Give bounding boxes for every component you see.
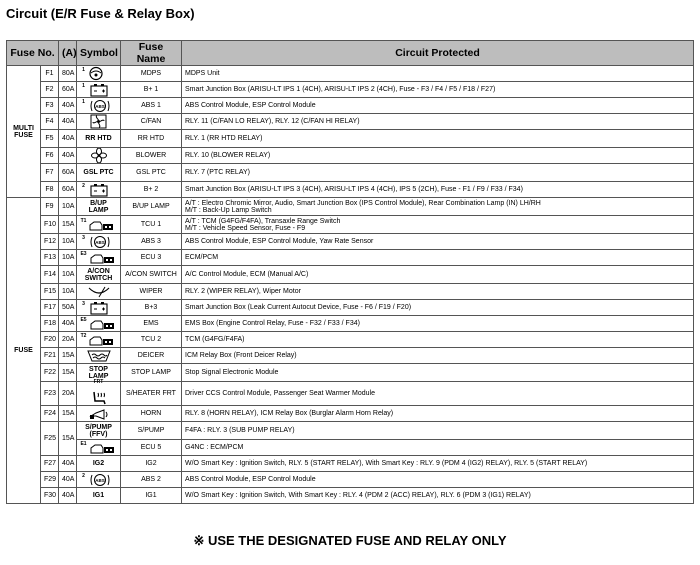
fuse-symbol <box>77 234 121 250</box>
circuit-protected <box>182 148 694 164</box>
symbol-number: 2 <box>82 183 85 190</box>
symbol-number: 1 <box>82 67 85 74</box>
header-fuse-name: Fuse Name <box>121 41 182 66</box>
circuit-protected <box>182 266 694 284</box>
fuse-name: B+ 2 <box>121 182 182 198</box>
circuit-line: M/T : Vehicle Speed Sensor, Fuse - F9 <box>185 224 306 232</box>
fuse-name: RR HTD <box>121 130 182 148</box>
fuse-amperage: 15A <box>59 406 77 422</box>
fuse-amperage: 50A <box>59 300 77 316</box>
symbol-label: STOP LAMP <box>88 365 109 380</box>
fuse-amperage: 10A <box>59 250 77 266</box>
fuse-number: F30 <box>41 488 59 504</box>
circuit-line: F4FA : RLY. 3 (SUB PUMP RELAY) <box>185 427 295 434</box>
symbol-number: T1 <box>80 218 87 225</box>
circuit-protected <box>182 316 694 332</box>
fuse-number: F25 <box>41 422 59 456</box>
circuit-line: RLY. 2 (WIPER RELAY), Wiper Motor <box>185 288 301 295</box>
circuit-line: RLY. 11 (C/FAN LO RELAY), RLY. 12 (C/FAN HI RELAY) <box>185 118 360 125</box>
table-row <box>7 332 694 348</box>
circuit-line: A/C Control Module, ECM (Manual A/C) <box>185 271 309 278</box>
svg-text:ABS: ABS <box>95 104 105 109</box>
circuit-protected <box>182 440 694 456</box>
fuse-amperage: 40A <box>59 316 77 332</box>
symbol-number: 1 <box>82 99 85 106</box>
circuit-line: W/O Smart Key : Ignition Switch, With Smart Key : RLY. 4 (PDM 2 (ACC) RELAY), RLY. 6 (PDM 3 (IG1) RELAY) <box>185 492 531 499</box>
fuse-symbol <box>77 379 121 406</box>
fuse-symbol <box>77 182 121 198</box>
fuse-name: B/UP LAMP <box>121 198 182 216</box>
circuit-line: MDPS Unit <box>185 70 220 77</box>
ecu-icon <box>87 440 117 455</box>
fuse-symbol <box>77 422 121 440</box>
symbol-label: RR HTD <box>85 135 112 142</box>
fuse-name: C/FAN <box>121 114 182 130</box>
fuse-number: F9 <box>41 198 59 216</box>
circuit-line: G4NC : ECM/PCM <box>185 444 244 451</box>
fuse-amperage: 60A <box>59 164 77 182</box>
fuse-name: B+3 <box>121 300 182 316</box>
fuse-amperage: 10A <box>59 234 77 250</box>
fuse-name: S/PUMP <box>121 422 182 440</box>
fuse-symbol <box>77 216 121 234</box>
fuse-symbol <box>77 316 121 332</box>
fuse-name: STOP LAMP <box>121 364 182 382</box>
circuit-protected <box>182 234 694 250</box>
symbol-number: 2 <box>82 473 85 480</box>
table-row <box>7 148 694 164</box>
fuse-name: B+ 1 <box>121 82 182 98</box>
symbol-number: FRT <box>93 379 104 385</box>
symbol-label: A/CON SWITCH <box>84 267 113 282</box>
table-row <box>7 348 694 364</box>
fuse-symbol <box>77 98 121 114</box>
circuit-line: A/T : TCM (G4FG/F4FA), Transaxle Range Switch <box>185 217 341 225</box>
circuit-protected <box>182 66 694 82</box>
fuse-amperage: 40A <box>59 98 77 114</box>
circuit-line: ABS Control Module, ESP Control Module <box>185 102 316 109</box>
blower-icon <box>84 148 114 163</box>
table-row <box>7 284 694 300</box>
table-row <box>7 250 694 266</box>
horn-icon <box>84 406 114 421</box>
battery-icon <box>85 82 115 97</box>
mdps-icon <box>85 66 115 81</box>
fuse-amperage: 20A <box>59 332 77 348</box>
fuse-number: F8 <box>41 182 59 198</box>
symbol-label: GSL PTC <box>83 169 114 176</box>
table-row <box>7 114 694 130</box>
fuse-symbol <box>77 148 121 164</box>
circuit-protected <box>182 332 694 348</box>
fuse-number: F18 <box>41 316 59 332</box>
circuit-protected <box>182 198 694 216</box>
fuse-name: IG2 <box>121 456 182 472</box>
table-row <box>7 82 694 98</box>
circuit-protected <box>182 456 694 472</box>
ecu-icon <box>87 316 117 331</box>
table-row <box>7 98 694 114</box>
fuse-number: F27 <box>41 456 59 472</box>
table-row <box>7 216 694 234</box>
circuit-protected <box>182 98 694 114</box>
table-row <box>7 182 694 198</box>
table-row <box>7 164 694 182</box>
fuse-number: F13 <box>41 250 59 266</box>
header-amp: (A) <box>59 41 77 66</box>
abs-icon <box>85 234 115 249</box>
fuse-number: F12 <box>41 234 59 250</box>
fuse-symbol <box>77 332 121 348</box>
fuse-amperage: 60A <box>59 82 77 98</box>
fuse-symbol <box>77 300 121 316</box>
fuse-symbol <box>77 348 121 364</box>
circuit-protected <box>182 382 694 406</box>
circuit-line: RLY. 10 (BLOWER RELAY) <box>185 152 271 159</box>
fuse-name: TCU 2 <box>121 332 182 348</box>
header-symbol: Symbol <box>77 41 121 66</box>
fuse-amperage: 40A <box>59 130 77 148</box>
wiper-icon <box>84 284 114 299</box>
fuse-name: IG1 <box>121 488 182 504</box>
abs-icon <box>85 472 115 487</box>
fuse-name: BLOWER <box>121 148 182 164</box>
circuit-line: Stop Signal Electronic Module <box>185 369 279 376</box>
fuse-amperage: 80A <box>59 66 77 82</box>
table-row <box>7 300 694 316</box>
fuse-amperage: 15A <box>59 364 77 382</box>
fuse-amperage: 15A <box>59 216 77 234</box>
fuse-number: F17 <box>41 300 59 316</box>
circuit-line: Smart Junction Box (ARISU-LT IPS 3 (4CH), ARISU-LT IPS 4 (4CH), IPS 5 (2CH), Fuse - F1 / F9 / F33 / F34) <box>185 186 523 193</box>
fuse-amperage: 10A <box>59 266 77 284</box>
fuse-number: F29 <box>41 472 59 488</box>
symbol-label: B/UP LAMP <box>88 199 109 214</box>
battery-icon <box>85 300 115 315</box>
fuse-amperage: 60A <box>59 182 77 198</box>
fuse-name: ECU 5 <box>121 440 182 456</box>
fan-icon <box>84 114 114 129</box>
fuse-number: F10 <box>41 216 59 234</box>
fuse-amperage: 40A <box>59 148 77 164</box>
ecu-icon <box>86 217 116 232</box>
table-row <box>7 234 694 250</box>
fuse-number: F14 <box>41 266 59 284</box>
table-row <box>7 316 694 332</box>
fuse-symbol <box>77 456 121 472</box>
table-row <box>7 130 694 148</box>
fuse-name: TCU 1 <box>121 216 182 234</box>
fuse-amperage: 40A <box>59 456 77 472</box>
circuit-protected <box>182 488 694 504</box>
table-row <box>7 472 694 488</box>
circuit-protected <box>182 250 694 266</box>
fuse-amperage: 20A <box>59 382 77 406</box>
fuse-amperage: 40A <box>59 114 77 130</box>
circuit-protected <box>182 364 694 382</box>
symbol-number: T2 <box>80 333 87 340</box>
deicer-icon <box>84 348 114 363</box>
fuse-number: F7 <box>41 164 59 182</box>
symbol-number: E3 <box>80 251 87 258</box>
circuit-line: Smart Junction Box (Leak Current Autocut Device, Fuse - F6 / F19 / F20) <box>185 304 412 311</box>
group-multi-fuse: MULTI FUSE <box>7 66 41 198</box>
fuse-symbol <box>77 66 121 82</box>
fuse-number: F23 <box>41 382 59 406</box>
fuse-symbol <box>77 164 121 182</box>
fuse-name: GSL PTC <box>121 164 182 182</box>
symbol-label: IG2 <box>92 460 105 467</box>
fuse-name: WIPER <box>121 284 182 300</box>
fuse-number: F1 <box>41 66 59 82</box>
svg-text:ABS: ABS <box>95 240 105 245</box>
table-row <box>7 406 694 422</box>
fuse-name: EMS <box>121 316 182 332</box>
fuse-symbol <box>77 284 121 300</box>
symbol-number: E5 <box>80 317 87 324</box>
fuse-symbol <box>77 114 121 130</box>
circuit-line: RLY. 1 (RR HTD RELAY) <box>185 135 263 142</box>
circuit-line: Smart Junction Box (ARISU-LT IPS 1 (4CH), ARISU-LT IPS 2 (4CH), Fuse - F3 / F4 / F5 / F18 / F27) <box>185 86 496 93</box>
fuse-name: ABS 1 <box>121 98 182 114</box>
circuit-protected <box>182 348 694 364</box>
fuse-symbol <box>77 472 121 488</box>
abs-icon <box>85 98 115 113</box>
fuse-name: A/CON SWITCH <box>121 266 182 284</box>
fuse-number: F24 <box>41 406 59 422</box>
circuit-protected <box>182 406 694 422</box>
circuit-line: ECM/PCM <box>185 254 219 261</box>
fuse-amperage: 15A <box>59 422 77 456</box>
fuse-name: HORN <box>121 406 182 422</box>
page-title: Circuit (E/R Fuse & Relay Box) <box>6 6 195 21</box>
fuse-number: F5 <box>41 130 59 148</box>
table-row <box>7 422 694 440</box>
circuit-protected <box>182 216 694 234</box>
fuse-name: ABS 3 <box>121 234 182 250</box>
table-row <box>7 364 694 382</box>
group-fuse: FUSE <box>7 198 41 504</box>
header-fuse-no: Fuse No. <box>7 41 59 66</box>
footer-notice: ※ USE THE DESIGNATED FUSE AND RELAY ONLY <box>193 533 507 548</box>
fuse-number: F21 <box>41 348 59 364</box>
fuse-symbol <box>77 250 121 266</box>
symbol-number: 3 <box>82 235 85 242</box>
fuse-number: F20 <box>41 332 59 348</box>
fuse-name: MDPS <box>121 66 182 82</box>
circuit-line: W/O Smart Key : Ignition Switch, RLY. 5 (START RELAY), With Smart Key : RLY. 9 (PDM 4 (IG2) RELAY), RLY. 5 (START RELAY) <box>185 460 588 467</box>
table-row <box>7 382 694 406</box>
circuit-line: ABS Control Module, ESP Control Module <box>185 476 316 483</box>
fuse-symbol <box>77 82 121 98</box>
circuit-protected <box>182 130 694 148</box>
circuit-line: TCM (G4FG/F4FA) <box>185 336 245 343</box>
symbol-label: IG1 <box>92 492 105 499</box>
fuse-symbol <box>77 198 121 216</box>
circuit-protected <box>182 300 694 316</box>
table-row <box>7 266 694 284</box>
fuse-amperage: 40A <box>59 472 77 488</box>
svg-text:ABS: ABS <box>95 478 105 483</box>
fuse-name: S/HEATER FRT <box>121 382 182 406</box>
symbol-number: E1 <box>80 441 87 448</box>
fuse-table <box>6 40 694 504</box>
header-circuit: Circuit Protected <box>182 41 694 66</box>
circuit-protected <box>182 82 694 98</box>
fuse-number: F6 <box>41 148 59 164</box>
fuse-symbol <box>77 130 121 148</box>
fuse-amperage: 10A <box>59 198 77 216</box>
fuse-symbol <box>77 440 121 456</box>
fuse-number: F22 <box>41 364 59 382</box>
fuse-name: ECU 3 <box>121 250 182 266</box>
header-row <box>7 41 694 66</box>
circuit-line: Driver CCS Control Module, Passenger Seat Warmer Module <box>185 390 375 397</box>
fuse-number: F4 <box>41 114 59 130</box>
fuse-name: ABS 2 <box>121 472 182 488</box>
table-row <box>7 440 694 456</box>
circuit-line: RLY. 8 (HORN RELAY), ICM Relay Box (Burglar Alarm Horn Relay) <box>185 410 394 417</box>
seat-heater-icon <box>84 390 114 405</box>
fuse-number: F3 <box>41 98 59 114</box>
fuse-symbol <box>77 266 121 284</box>
fuse-amperage: 15A <box>59 348 77 364</box>
circuit-line: RLY. 7 (PTC RELAY) <box>185 169 250 176</box>
table-row <box>7 456 694 472</box>
fuse-amperage: 40A <box>59 488 77 504</box>
circuit-protected <box>182 182 694 198</box>
battery-icon <box>85 182 115 197</box>
fuse-symbol <box>77 406 121 422</box>
ecu-icon <box>87 250 117 265</box>
fuse-symbol <box>77 488 121 504</box>
table-row <box>7 66 694 82</box>
circuit-line: M/T : Back-Up Lamp Switch <box>185 206 272 214</box>
ecu-icon <box>86 332 116 347</box>
fuse-amperage: 10A <box>59 284 77 300</box>
circuit-protected <box>182 284 694 300</box>
circuit-line: EMS Box (Engine Control Relay, Fuse - F32 / F33 / F34) <box>185 320 360 327</box>
circuit-protected <box>182 422 694 440</box>
circuit-line: ABS Control Module, ESP Control Module, Yaw Rate Sensor <box>185 238 374 245</box>
fuse-name: DEICER <box>121 348 182 364</box>
circuit-line: A/T : Electro Chromic Mirror, Audio, Smart Junction Box (IPS Control Module), Rear Combination Lamp (IN) LH/RH <box>185 199 541 207</box>
table-row <box>7 488 694 504</box>
circuit-protected <box>182 164 694 182</box>
table-row <box>7 198 694 216</box>
circuit-protected <box>182 472 694 488</box>
fuse-number: F2 <box>41 82 59 98</box>
circuit-protected <box>182 114 694 130</box>
circuit-line: ICM Relay Box (Front Deicer Relay) <box>185 352 297 359</box>
fuse-number: F15 <box>41 284 59 300</box>
symbol-number: 3 <box>82 301 85 308</box>
symbol-label: S/PUMP (FFV) <box>85 423 112 438</box>
symbol-number: 1 <box>82 83 85 90</box>
